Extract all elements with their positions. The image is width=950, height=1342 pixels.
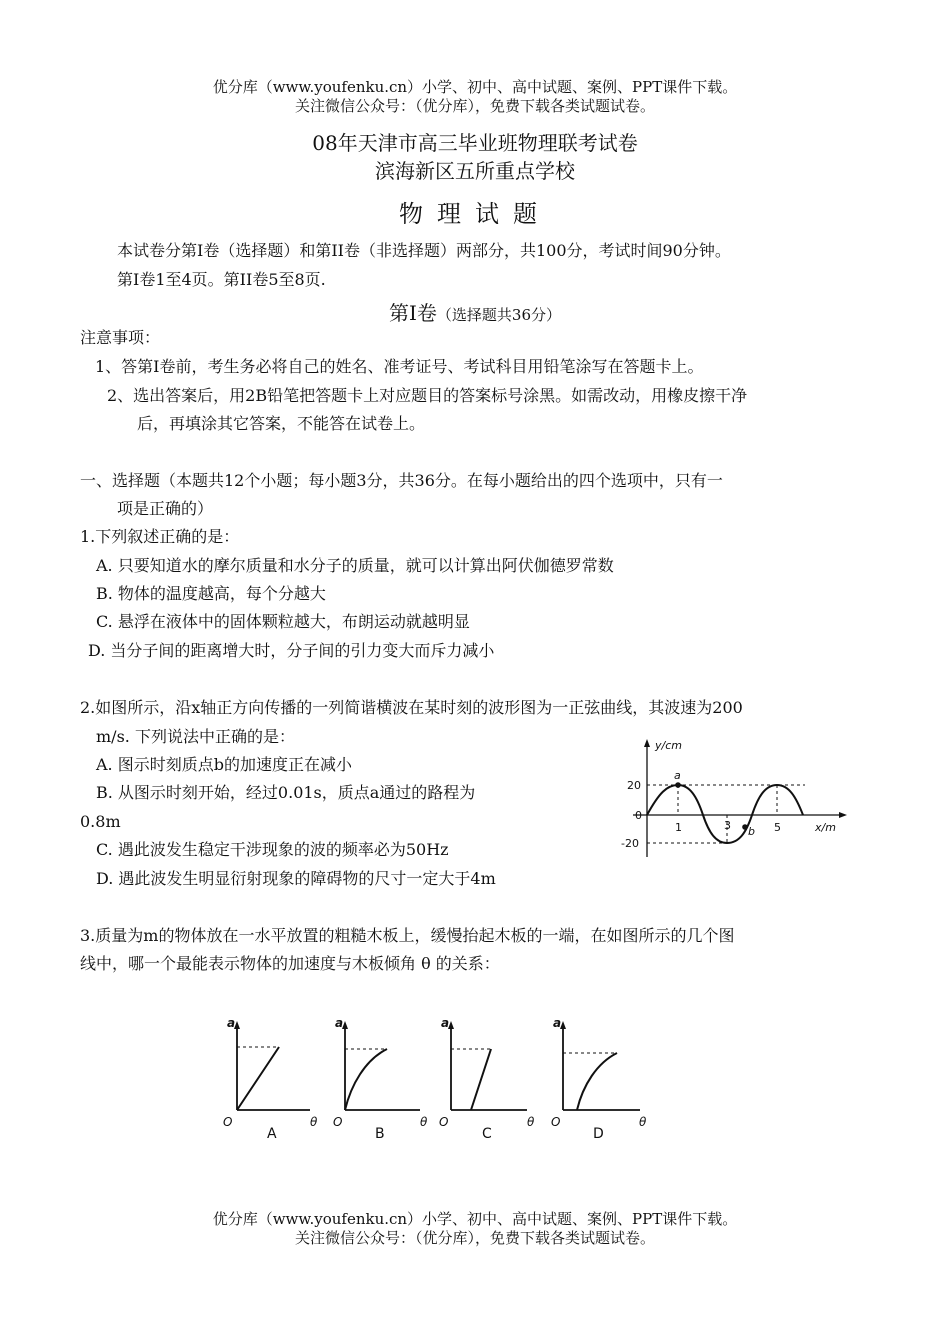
q3-label-d: D [593,1126,604,1142]
section-heading [0,297,950,326]
svg-text:θ: θ [310,1115,318,1129]
q3-graph-b [333,1016,428,1142]
svg-text:O: O [223,1115,233,1129]
svg-text:a: a [335,1016,344,1030]
notice-item-2-b: 后，再填涂其它答案，不能答在试卷上。 [137,414,426,433]
svg-text:θ: θ [527,1115,535,1129]
wave-x5: 5 [774,821,781,834]
part1-heading-b: 项是正确的） [117,499,214,518]
svg-text:a: a [553,1016,562,1030]
svg-text:θ: θ [639,1115,647,1129]
wave-x1: 1 [675,821,682,834]
wave-graph [615,735,855,865]
q3-graph-c [439,1016,535,1142]
svg-text:a: a [227,1016,236,1030]
svg-text:a: a [441,1016,450,1030]
intro-line-1: 本试卷分第Ⅰ卷（选择题）和第II卷（非选择题）两部分，共100分，考试时间90分钟。 [117,241,731,260]
q2-option-a: A. 图示时刻质点b的加速度正在减小 [96,755,352,774]
notice-item-2-a: 2、选出答案后，用2B铅笔把答题卡上对应题目的答案标号涂黑。如需改动，用橡皮擦干净 [107,386,748,405]
q2-option-c: C. 遇此波发生稳定干涉现象的波的频率必为50Hz [96,840,449,859]
wave-point-b [742,824,748,830]
header-line-2: 关注微信公众号：（优分库），免费下载各类试题试卷。 [294,97,655,115]
q2-option-d: D. 遇此波发生明显衍射现象的障碍物的尺寸一定大于4m [96,869,496,888]
q2-option-b-b: 0.8m [80,812,121,831]
subject-title: 物理试题 [399,200,551,228]
intro-line-2: 第Ⅰ卷1至4页。第II卷5至8页. [117,270,326,289]
wave-y-zero: 0 [635,809,642,822]
wave-curve [647,785,803,843]
wave-x3: 3 [724,819,731,832]
q3-label-a: A [267,1126,277,1142]
exam-subtitle: 滨海新区五所重点学校 [375,159,575,183]
q1-option-d: D. 当分子间的距离增大时，分子间的引力变大而斥力减小 [88,641,495,660]
svg-text:O: O [551,1115,561,1129]
wave-y-arrow [644,739,650,747]
svg-text:O: O [439,1115,449,1129]
section-title: 第Ⅰ卷 [389,301,437,325]
section-note: （选择题共36分） [436,306,561,324]
q1-option-b: B. 物体的温度越高，每个分越大 [96,584,326,603]
wave-label-b: b [748,825,755,838]
wave-x-arrow [839,812,847,818]
part1-heading-a: 一、选择题（本题共12个小题；每小题3分，共36分。在每小题给出的四个选项中，只有一 [80,471,723,490]
q3-graphs [215,1015,655,1150]
footer-line-2: 关注微信公众号：（优分库），免费下载各类试题试卷。 [294,1229,655,1247]
svg-text:θ: θ [420,1115,428,1129]
q2-option-b-a: B. 从图示时刻开始，经过0.01s，质点a通过的路程为 [96,783,476,802]
q3-stem-b: 线中，哪一个最能表示物体的加速度与木板倾角 θ 的关系： [80,954,500,973]
q1-option-c: C. 悬浮在液体中的固体颗粒越大，布朗运动就越明显 [96,612,470,631]
wave-point-a [675,782,681,788]
exam-title: 08年天津市高三毕业班物理联考试卷 [312,131,638,155]
notice-heading: 注意事项： [80,328,161,347]
q3-label-c: C [482,1126,492,1142]
wave-label-a: a [674,769,681,782]
wave-ylabel: y/cm [655,739,682,752]
footer-line-1: 优分库（www.youfenku.cn）小学、初中、高中试题、案例、PPT课件下载。 [212,1210,738,1228]
svg-text:O: O [333,1115,343,1129]
wave-y-neg: -20 [621,837,639,850]
q3-label-b: B [375,1126,385,1142]
wave-y-pos: 20 [627,779,641,792]
q1-option-a: A. 只要知道水的摩尔质量和水分子的质量，就可以计算出阿伏伽德罗常数 [96,556,614,575]
q2-stem-b: m/s. 下列说法中正确的是： [96,727,295,746]
q3-graph-d [551,1016,647,1142]
wave-xlabel: x/m [815,821,836,834]
q2-stem-a: 2.如图所示，沿x轴正方向传播的一列简谐横波在某时刻的波形图为一正弦曲线，其波速为200 [80,698,743,717]
notice-item-1: 1、答第Ⅰ卷前，考生务必将自己的姓名、准考证号、考试科目用铅笔涂写在答题卡上。 [95,357,704,376]
q3-stem-a: 3.质量为m的物体放在一水平放置的粗糙木板上，缓慢抬起木板的一端，在如图所示的几个图 [80,926,735,945]
q1-stem: 1.下列叙述正确的是： [80,527,240,546]
q3-graph-a [223,1016,318,1142]
header-line-1: 优分库（www.youfenku.cn）小学、初中、高中试题、案例、PPT课件下载。 [212,78,738,96]
